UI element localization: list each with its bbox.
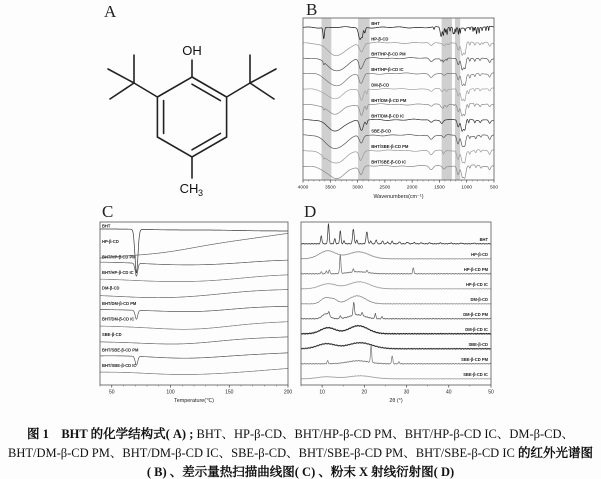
C-trace-label-1: HP-β-CD [102, 239, 119, 245]
C-trace-label-9: BHT/SBE-β-CD IC [102, 363, 137, 369]
C-tick-label-3: 200 [283, 389, 293, 396]
methyl-group [180, 157, 203, 198]
C-trace-label-7: SBE-β-CD [102, 332, 122, 338]
dsc-chart [96, 218, 292, 408]
B-tick-label-1: 3500 [324, 185, 336, 191]
C-trace-9 [100, 369, 288, 375]
D-tick-label-4: 50 [488, 389, 494, 396]
D-trace-label-6: DM-β-CD IC [465, 327, 488, 332]
B-trace-label-0: BHT [371, 20, 380, 26]
D-xaxis-label: 2θ (°) [389, 398, 403, 404]
B-tick-label-5: 1500 [434, 185, 445, 191]
C-trace-0 [100, 229, 288, 276]
panel-label-b: B [306, 0, 318, 19]
oh-label: OH [182, 43, 202, 58]
B-trace-label-9: BHT/SBE-β-CD IC [371, 159, 407, 165]
C-trace-6 [100, 322, 288, 330]
C-tick-label-0: 50 [108, 389, 115, 396]
B-trace-0 [303, 26, 494, 42]
D-tick-label-0: 10 [319, 389, 325, 396]
C-trace-7 [100, 337, 288, 344]
C-trace-label-3: BHT/HP-β-CD IC [102, 270, 134, 276]
D-trace-3 [301, 282, 491, 290]
ch3-label-subscript: 3 [198, 188, 204, 198]
B-trace-label-4: DM-β-CD [371, 82, 390, 88]
C-trace-label-0: BHT [102, 223, 111, 229]
caption-compound-list: BHT、HP-β-CD、BHT/HP-β-CD PM、BHT/HP-β-CD IC、DM-β-CD、BHT/DM-β-CD PM、BHT/DM-β-CD IC、SBE-β-CD、BHT/SBE-β-CD PM、BHT/SBE-β-CD IC [8, 427, 575, 460]
B-tick-label-2: 3000 [352, 185, 363, 191]
B-tick-label-0: 4000 [297, 185, 309, 191]
D-trace-7 [301, 342, 491, 349]
B-trace-label-8: BHT/SBE-β-CD PM [371, 144, 409, 150]
B-tick-label-6: 1000 [461, 185, 473, 191]
D-trace-label-2: HP-β-CD PM [463, 267, 488, 272]
C-tick-label-1: 100 [166, 389, 175, 396]
caption-lead: 图 1 BHT 的化学结构式( A) ; [26, 427, 197, 441]
D-trace-label-9: SBE-β-CD IC [463, 372, 488, 377]
caption-tail: 的红外光谱图( B) 、差示量热扫描曲线图( C) 、粉末 X 射线衍射图( D) [146, 445, 593, 479]
figure-caption [8, 425, 593, 479]
D-trace-label-5: DM-β-CD PM [463, 312, 488, 317]
panel-label-a: A [104, 2, 117, 21]
D-trace-label-3: HP-β-CD IC [465, 282, 488, 287]
B-trace-label-5: BHT/DM-β-CD PM [371, 97, 407, 103]
D-trace-4 [301, 296, 491, 305]
D-trace-label-8: SBE-β-CD PM [461, 357, 488, 362]
bht-structure-drawing [92, 14, 297, 206]
C-trace-4 [100, 290, 288, 298]
D-trace-label-0: BHT [479, 237, 488, 242]
D-trace-label-1: HP-β-CD [471, 252, 488, 257]
C-trace-label-5: BHT/DM-β-CD PM [102, 301, 137, 307]
D-trace-0 [301, 224, 491, 245]
C-trace-label-6: BHT/DM-β-CD IC [102, 316, 135, 322]
C-xaxis-label: Temperature(℃) [174, 398, 214, 404]
B-tick-label-7: 500 [489, 185, 499, 191]
C-trace-label-4: DM-β-CD [102, 285, 120, 291]
D-tick-label-2: 30 [403, 389, 410, 396]
ir-spectra-chart [297, 14, 499, 204]
B-trace-3 [303, 73, 494, 86]
B-trace-6 [303, 119, 494, 131]
C-trace-label-2: BHT/HP-β-CD PM [102, 254, 136, 260]
B-trace-label-2: BHT/HP-β-CD PM [371, 51, 406, 57]
panel-label-d: D [304, 202, 317, 221]
D-tick-label-1: 20 [361, 389, 368, 396]
B-trace-label-6: BHT/DM-β-CD IC [371, 113, 405, 119]
B-tick-label-3: 2500 [379, 185, 391, 191]
D-trace-label-4: DM-β-CD [470, 297, 488, 302]
D-trace-label-7: SBE-β-CD [468, 342, 488, 347]
D-trace-6 [301, 325, 491, 334]
B-trace-label-1: HP-β-CD [371, 36, 389, 42]
C-trace-label-8: BHT/SBE-β-CD PM [102, 347, 139, 353]
B-trace-label-3: BHT/HP-β-CD IC [371, 67, 404, 73]
xrd-chart [298, 218, 494, 408]
D-trace-1 [301, 251, 491, 260]
B-trace-9 [303, 165, 494, 179]
B-xaxis-label: Wavenumbers(cm⁻¹) [373, 194, 424, 200]
tert-butyl-left [108, 55, 157, 99]
tert-butyl-right [227, 55, 276, 99]
ch3-label-main: CH [179, 181, 199, 196]
B-highlight-band-2 [442, 19, 452, 180]
B-highlight-band-1 [358, 19, 369, 180]
B-highlight-band-0 [322, 19, 332, 180]
hydroxyl-group [182, 43, 202, 77]
B-tick-label-4: 2000 [406, 185, 418, 191]
B-trace-label-7: SBE-β-CD [371, 128, 392, 134]
panel-label-c: C [102, 202, 114, 221]
C-trace-3 [100, 275, 288, 282]
benzene-ring [157, 77, 226, 157]
D-trace-2 [301, 255, 491, 275]
C-tick-label-2: 150 [225, 389, 234, 396]
D-tick-label-3: 40 [445, 389, 452, 396]
